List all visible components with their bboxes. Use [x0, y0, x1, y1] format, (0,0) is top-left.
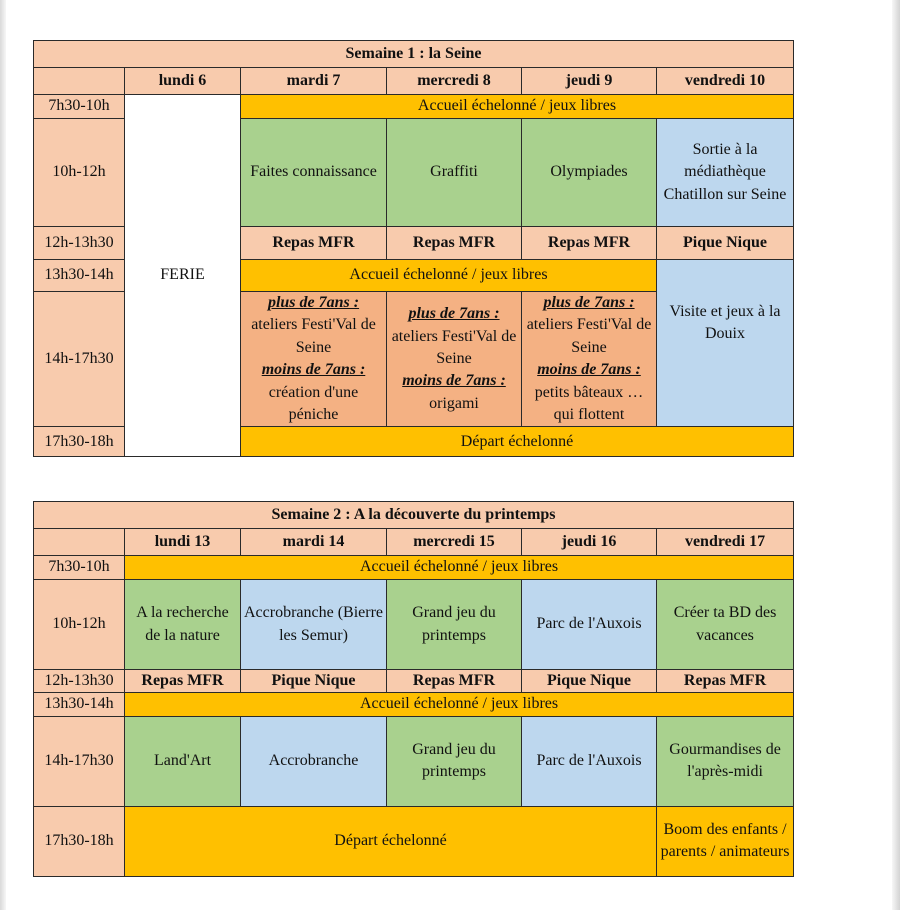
week2-day-5: vendredi 17 [657, 529, 794, 556]
week2-day-4: jeudi 16 [522, 529, 657, 556]
week1-lunch-wed: Repas MFR [387, 227, 522, 260]
week1-morning-thu: Olympiades [522, 119, 657, 227]
week2-time-5: 14h-17h30 [34, 716, 125, 806]
week1-accueil-morning: Accueil échelonné / jeux libres [241, 95, 794, 119]
week1-day-3: mercredi 8 [387, 68, 522, 95]
age-label-moins: moins de 7ans : [261, 361, 366, 379]
week2-accueil-morning: Accueil échelonné / jeux libres [125, 556, 794, 580]
week2-corner [34, 529, 125, 556]
activity-text: origami [429, 394, 479, 412]
activity-text: ateliers Festi'Val de Seine [526, 316, 652, 356]
week2-morning-wed: Grand jeu du printemps [387, 580, 522, 670]
week2-lunch-tue: Pique Nique [241, 670, 387, 693]
week2-morning-fri: Créer ta BD des vacances [657, 580, 794, 670]
age-label-moins: moins de 7ans : [402, 372, 506, 390]
week1-lunch-fri: Pique Nique [657, 227, 794, 260]
week1-day-1: lundi 6 [125, 68, 241, 95]
week2-time-1: 7h30-10h [34, 556, 125, 580]
week2-afternoon-wed: Grand jeu du printemps [387, 716, 522, 806]
week1-morning-fri: Sortie à la médiathèque Chatillon sur Seine [657, 119, 794, 227]
week2-day-2: mardi 14 [241, 529, 387, 556]
week1-day-5: vendredi 10 [657, 68, 794, 95]
age-label-plus: plus de 7ans : [267, 294, 360, 311]
week2-time-6: 17h30-18h [34, 806, 125, 876]
page-edge-right [892, 0, 900, 910]
activity-text: création d'une péniche [268, 383, 359, 423]
week1-time-3: 12h-13h30 [34, 227, 125, 260]
week2-lunch-fri: Repas MFR [657, 670, 794, 693]
week2-title: Semaine 2 : A la découverte du printemps [34, 502, 794, 529]
week1-time-6: 17h30-18h [34, 427, 125, 457]
week2-morning-tue: Accrobranche (Bierre les Semur) [241, 580, 387, 670]
week1-corner [34, 68, 125, 95]
age-label-moins: moins de 7ans : [537, 361, 641, 379]
week2-morning-mon: A la recherche de la nature [125, 580, 241, 670]
week1-day-4: jeudi 9 [522, 68, 657, 95]
week1-time-2: 10h-12h [34, 119, 125, 227]
week1-afternoon-thu [522, 292, 657, 427]
week2-accueil-afternoon: Accueil échelonné / jeux libres [125, 693, 794, 716]
week1-morning-wed: Graffiti [387, 119, 522, 227]
week1-lunch-tue: Repas MFR [241, 227, 387, 260]
week1-lunch-thu: Repas MFR [522, 227, 657, 260]
week2-afternoon-mon: Land'Art [125, 716, 241, 806]
week1-day-2: mardi 7 [241, 68, 387, 95]
week2-morning-thu: Parc de l'Auxois [522, 580, 657, 670]
week2-lunch-wed: Repas MFR [387, 670, 522, 693]
page-edge-left [0, 0, 6, 910]
week1-afternoon-wed [387, 292, 522, 427]
week2-depart: Départ échelonné [125, 806, 657, 876]
week2-time-3: 12h-13h30 [34, 670, 125, 693]
activity-text: petits bâteaux … qui flottent [534, 383, 644, 423]
week1-afternoon-fri: Visite et jeux à la Douix [657, 260, 794, 427]
activity-text: ateliers Festi'Val de Seine [251, 316, 376, 356]
week2-time-4: 13h30-14h [34, 693, 125, 716]
week2-lunch-mon: Repas MFR [125, 670, 241, 693]
week2-day-1: lundi 13 [125, 529, 241, 556]
week1-morning-tue: Faites connaissance [241, 119, 387, 227]
week2-day-3: mercredi 15 [387, 529, 522, 556]
week1-ferie-cell: FERIE [125, 95, 241, 457]
age-label-plus: plus de 7ans : [408, 305, 500, 323]
week1-title: Semaine 1 : la Seine [34, 41, 794, 68]
week1-table [33, 40, 794, 457]
week2-table [33, 501, 794, 877]
week2-lunch-thu: Pique Nique [522, 670, 657, 693]
week2-afternoon-fri: Gourmandises de l'après-midi [657, 716, 794, 806]
week1-depart: Départ échelonné [241, 427, 794, 457]
age-label-plus: plus de 7ans : [543, 294, 635, 311]
week2-friday-evening: Boom des enfants / parents / animateurs [657, 806, 794, 876]
week1-time-1: 7h30-10h [34, 95, 125, 119]
week1-afternoon-tue [241, 292, 387, 427]
week1-time-5: 14h-17h30 [34, 292, 125, 427]
activity-text: ateliers Festi'Val de Seine [391, 327, 517, 367]
week2-time-2: 10h-12h [34, 580, 125, 670]
week2-afternoon-thu: Parc de l'Auxois [522, 716, 657, 806]
week1-accueil-afternoon: Accueil échelonné / jeux libres [241, 260, 657, 292]
week2-afternoon-tue: Accrobranche [241, 716, 387, 806]
week1-time-4: 13h30-14h [34, 260, 125, 292]
